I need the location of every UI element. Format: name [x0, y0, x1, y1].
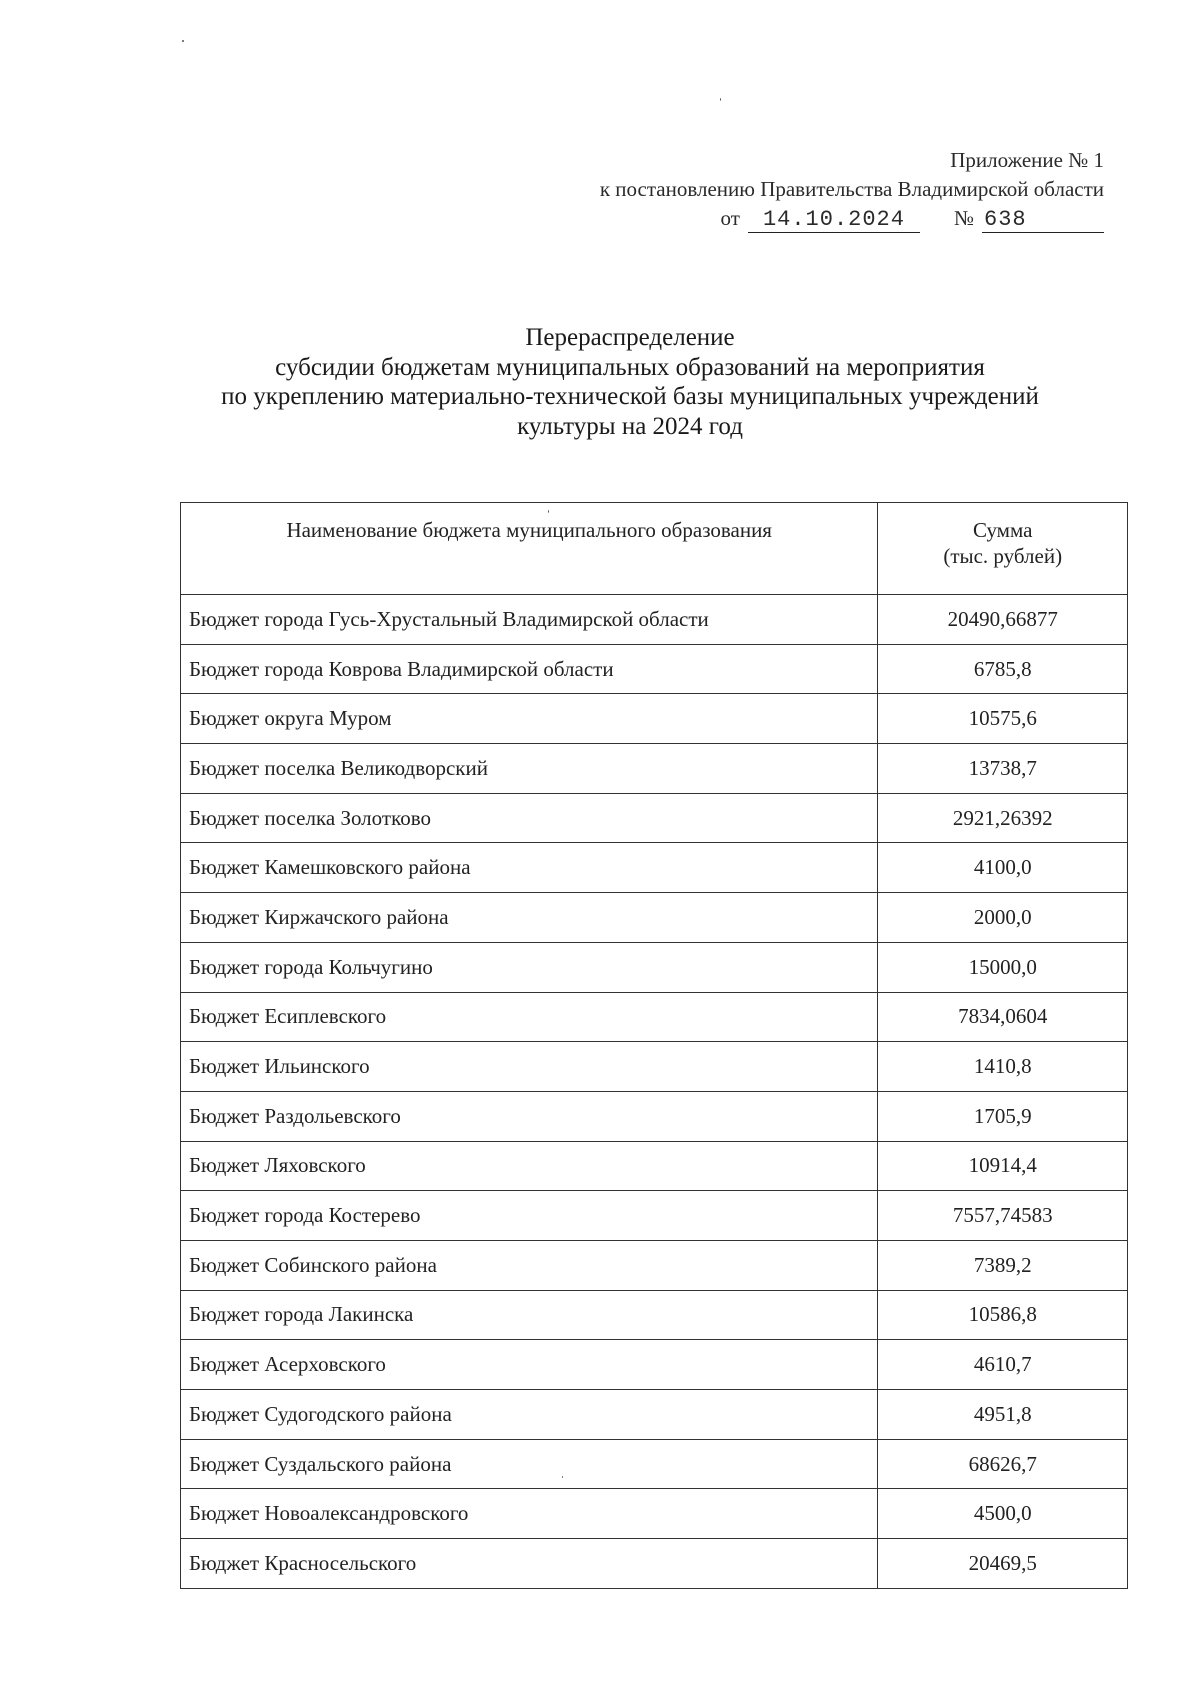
table-row	[181, 644, 1128, 694]
budget-sum-cell: 7557,74583	[878, 1191, 1128, 1241]
budget-name-cell: Бюджет Камешковского района	[181, 843, 878, 893]
budget-sum-cell: 2921,26392	[878, 793, 1128, 843]
budget-name-cell: Бюджет поселка Великодворский	[181, 744, 878, 794]
budget-sum-cell: 4951,8	[878, 1390, 1128, 1440]
table-row	[181, 942, 1128, 992]
document-title	[150, 323, 1110, 441]
budget-name-cell: Бюджет Судогодского района	[181, 1390, 878, 1440]
decree-number: 638	[982, 208, 1104, 233]
title-line-2: субсидии бюджетам муниципальных образований на мероприятия	[275, 353, 985, 381]
column-header-sum-title: Сумма	[972, 518, 1033, 542]
budget-sum-cell: 7389,2	[878, 1240, 1128, 1290]
budget-name-cell: Бюджет Есиплевского	[181, 992, 878, 1042]
budget-sum-cell: 7834,0604	[878, 992, 1128, 1042]
budget-name-cell: Бюджет города Коврова Владимирской области	[181, 644, 878, 694]
table-row	[181, 992, 1128, 1042]
budget-sum-cell: 4500,0	[878, 1489, 1128, 1539]
budget-name-cell: Бюджет поселка Золотково	[181, 793, 878, 843]
decree-date-number	[600, 204, 1104, 233]
table-row	[181, 1439, 1128, 1489]
table-row	[181, 1191, 1128, 1241]
table-row	[181, 893, 1128, 943]
budget-sum-cell: 10914,4	[878, 1141, 1128, 1191]
budget-name-cell: Бюджет города Костерево	[181, 1191, 878, 1241]
budget-sum-cell: 13738,7	[878, 744, 1128, 794]
table-row	[181, 1290, 1128, 1340]
budget-name-cell: Бюджет Новоалександровского	[181, 1489, 878, 1539]
table-row	[181, 595, 1128, 645]
budget-name-cell: Бюджет города Лакинска	[181, 1290, 878, 1340]
table-row	[181, 1539, 1128, 1589]
table-row	[181, 1091, 1128, 1141]
budget-table	[180, 502, 1128, 1589]
appendix-label: Приложение № 1	[950, 148, 1104, 172]
table-row	[181, 744, 1128, 794]
column-header-sum	[878, 503, 1128, 595]
budget-name-cell: Бюджет города Кольчугино	[181, 942, 878, 992]
budget-sum-cell: 20490,66877	[878, 595, 1128, 645]
budget-name-cell: Бюджет Красносельского	[181, 1539, 878, 1589]
budget-name-cell: Бюджет Киржачского района	[181, 893, 878, 943]
budget-table-body	[181, 595, 1128, 1589]
table-row	[181, 843, 1128, 893]
date-prefix: от	[720, 206, 740, 230]
table-row	[181, 1489, 1128, 1539]
table-row	[181, 793, 1128, 843]
table-row	[181, 1042, 1128, 1092]
budget-sum-cell: 10586,8	[878, 1290, 1128, 1340]
table-header-row	[181, 503, 1128, 595]
budget-name-cell: Бюджет Ляховского	[181, 1141, 878, 1191]
scan-speck	[182, 40, 184, 42]
budget-sum-cell: 4610,7	[878, 1340, 1128, 1390]
budget-name-cell: Бюджет Суздальского района	[181, 1439, 878, 1489]
budget-sum-cell: 68626,7	[878, 1439, 1128, 1489]
budget-sum-cell: 4100,0	[878, 843, 1128, 893]
title-line-1: Перераспределение	[525, 324, 735, 351]
number-prefix: №	[953, 206, 974, 230]
budget-name-cell: Бюджет Асерховского	[181, 1340, 878, 1390]
decree-reference: к постановлению Правительства Владимирской области	[599, 177, 1104, 201]
column-header-sum-unit: (тыс. рублей)	[943, 544, 1063, 568]
column-header-name: Наименование бюджета муниципального образования	[181, 503, 878, 595]
budget-name-cell: Бюджет города Гусь-Хрустальный Владимирской области	[181, 595, 878, 645]
budget-sum-cell: 6785,8	[878, 644, 1128, 694]
table-row	[181, 694, 1128, 744]
budget-sum-cell: 10575,6	[878, 694, 1128, 744]
budget-sum-cell: 2000,0	[878, 893, 1128, 943]
budget-sum-cell: 20469,5	[878, 1539, 1128, 1589]
title-line-3: по укреплению материально-технической базы муниципальных учреждений	[221, 383, 1039, 410]
budget-sum-cell: 15000,0	[878, 942, 1128, 992]
table-row	[181, 1390, 1128, 1440]
scan-speck	[720, 98, 721, 101]
budget-name-cell: Бюджет Ильинского	[181, 1042, 878, 1092]
budget-name-cell: Бюджет округа Муром	[181, 694, 878, 744]
budget-sum-cell: 1705,9	[878, 1091, 1128, 1141]
title-line-4: культуры на 2024 год	[517, 412, 743, 440]
table-row	[181, 1240, 1128, 1290]
decree-date: 14.10.2024	[748, 208, 920, 233]
budget-sum-cell: 1410,8	[878, 1042, 1128, 1092]
table-row	[181, 1340, 1128, 1390]
budget-name-cell: Бюджет Раздольевского	[181, 1091, 878, 1141]
appendix-header	[600, 146, 1104, 233]
table-row	[181, 1141, 1128, 1191]
budget-name-cell: Бюджет Собинского района	[181, 1240, 878, 1290]
